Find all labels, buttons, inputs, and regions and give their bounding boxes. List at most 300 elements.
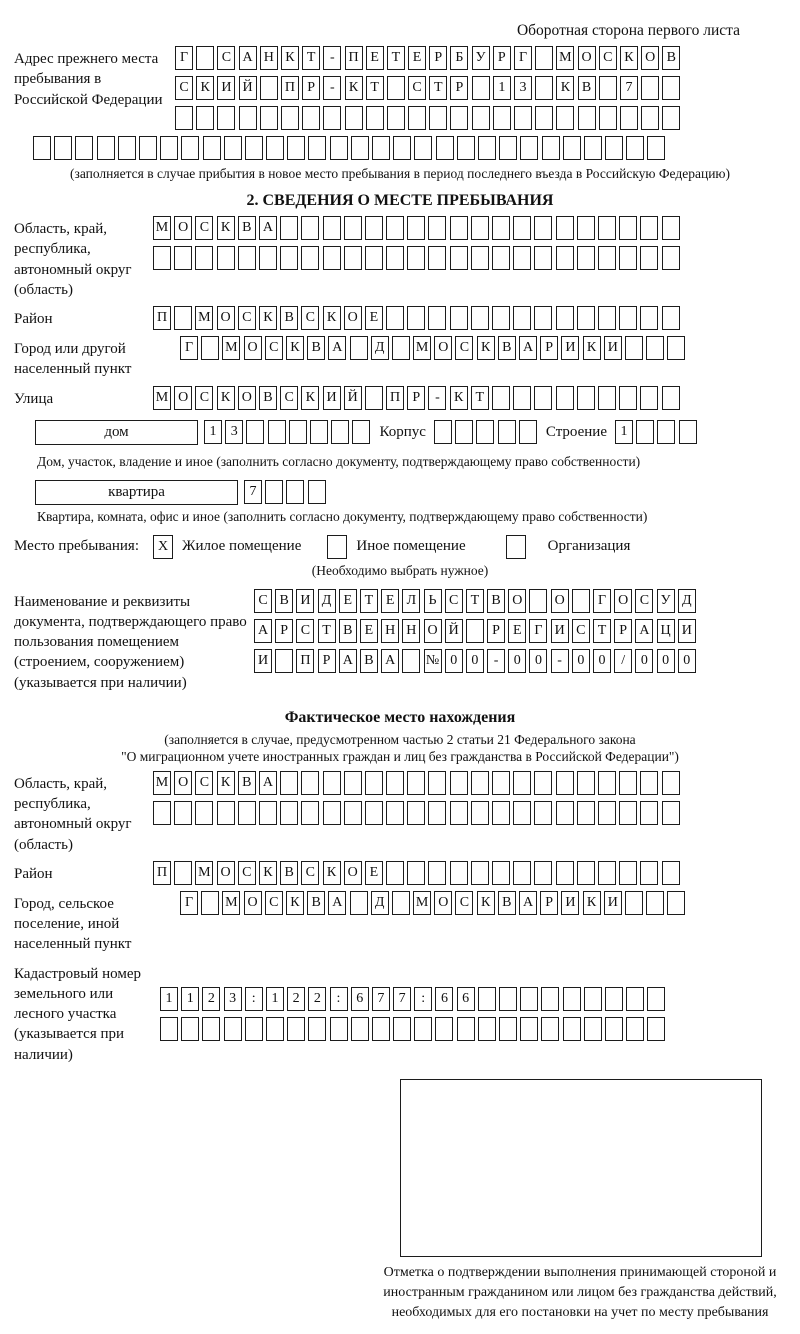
char-cell[interactable] xyxy=(584,1017,602,1041)
char-cell[interactable] xyxy=(407,306,425,330)
char-cell[interactable]: 6 xyxy=(457,987,475,1011)
char-cell[interactable]: К xyxy=(583,336,601,360)
char-cell[interactable] xyxy=(577,861,595,885)
char-cell[interactable]: О xyxy=(508,589,526,613)
char-cell[interactable] xyxy=(625,336,643,360)
char-cell[interactable] xyxy=(217,246,235,270)
char-cell[interactable] xyxy=(541,987,559,1011)
char-cell[interactable] xyxy=(344,771,362,795)
char-cell[interactable] xyxy=(667,891,685,915)
char-cell[interactable]: Г xyxy=(514,46,532,70)
char-cell[interactable]: Г xyxy=(593,589,611,613)
char-cell[interactable]: Д xyxy=(371,891,389,915)
char-cell[interactable] xyxy=(640,386,658,410)
char-cell[interactable] xyxy=(662,106,680,130)
char-cell[interactable]: К xyxy=(556,76,574,100)
char-cell[interactable]: Й xyxy=(445,619,463,643)
char-cell[interactable] xyxy=(471,306,489,330)
char-cell[interactable] xyxy=(275,649,293,673)
char-cell[interactable]: М xyxy=(222,891,240,915)
char-cell[interactable]: К xyxy=(217,386,235,410)
char-cell[interactable]: Р xyxy=(493,46,511,70)
char-cell[interactable] xyxy=(436,136,454,160)
char-cell[interactable] xyxy=(266,136,284,160)
char-cell[interactable] xyxy=(478,136,496,160)
char-cell[interactable]: Т xyxy=(366,76,384,100)
char-cell[interactable]: С xyxy=(301,306,319,330)
char-cell[interactable] xyxy=(118,136,136,160)
char-cell[interactable] xyxy=(640,246,658,270)
char-cell[interactable] xyxy=(174,246,192,270)
char-cell[interactable] xyxy=(245,1017,263,1041)
char-cell[interactable] xyxy=(534,216,552,240)
char-cell[interactable] xyxy=(386,216,404,240)
char-cell[interactable] xyxy=(626,136,644,160)
char-cell[interactable]: К xyxy=(301,386,319,410)
char-cell[interactable] xyxy=(620,106,638,130)
char-cell[interactable] xyxy=(286,480,304,504)
char-cell[interactable] xyxy=(280,771,298,795)
char-cell[interactable] xyxy=(578,106,596,130)
char-cell[interactable]: К xyxy=(477,891,495,915)
char-cell[interactable] xyxy=(196,106,214,130)
char-cell[interactable] xyxy=(535,46,553,70)
char-cell[interactable]: А xyxy=(381,649,399,673)
char-cell[interactable] xyxy=(238,246,256,270)
char-cell[interactable] xyxy=(605,136,623,160)
char-cell[interactable] xyxy=(584,136,602,160)
char-cell[interactable]: К xyxy=(477,336,495,360)
char-cell[interactable] xyxy=(352,420,370,444)
char-cell[interactable]: Р xyxy=(429,46,447,70)
char-cell[interactable] xyxy=(308,480,326,504)
char-cell[interactable] xyxy=(245,136,263,160)
char-cell[interactable] xyxy=(365,801,383,825)
char-cell[interactable]: С xyxy=(175,76,193,100)
char-cell[interactable] xyxy=(598,306,616,330)
char-cell[interactable] xyxy=(577,386,595,410)
char-cell[interactable] xyxy=(640,801,658,825)
char-cell[interactable] xyxy=(619,861,637,885)
char-cell[interactable] xyxy=(492,801,510,825)
char-cell[interactable]: К xyxy=(286,891,304,915)
char-cell[interactable] xyxy=(402,649,420,673)
char-cell[interactable] xyxy=(641,106,659,130)
char-cell[interactable] xyxy=(647,987,665,1011)
char-cell[interactable] xyxy=(563,1017,581,1041)
char-cell[interactable] xyxy=(577,246,595,270)
char-cell[interactable]: О xyxy=(238,386,256,410)
char-cell[interactable] xyxy=(280,216,298,240)
char-cell[interactable]: В xyxy=(498,336,516,360)
char-cell[interactable]: М xyxy=(153,216,171,240)
char-cell[interactable] xyxy=(572,589,590,613)
char-cell[interactable] xyxy=(386,861,404,885)
char-cell[interactable] xyxy=(387,76,405,100)
char-cell[interactable]: К xyxy=(323,861,341,885)
char-cell[interactable] xyxy=(331,420,349,444)
char-cell[interactable] xyxy=(323,771,341,795)
char-cell[interactable] xyxy=(407,216,425,240)
char-cell[interactable]: : xyxy=(245,987,263,1011)
char-cell[interactable]: : xyxy=(414,987,432,1011)
char-cell[interactable] xyxy=(598,861,616,885)
char-cell[interactable] xyxy=(513,246,531,270)
char-cell[interactable] xyxy=(556,246,574,270)
char-cell[interactable] xyxy=(450,771,468,795)
char-cell[interactable] xyxy=(619,386,637,410)
char-cell[interactable] xyxy=(287,136,305,160)
char-cell[interactable] xyxy=(640,861,658,885)
char-cell[interactable]: С xyxy=(301,861,319,885)
char-cell[interactable]: М xyxy=(195,306,213,330)
char-cell[interactable] xyxy=(393,136,411,160)
char-cell[interactable] xyxy=(450,801,468,825)
char-cell[interactable] xyxy=(350,336,368,360)
char-cell[interactable] xyxy=(662,76,680,100)
char-cell[interactable] xyxy=(605,987,623,1011)
char-cell[interactable]: О xyxy=(217,861,235,885)
char-cell[interactable] xyxy=(471,246,489,270)
char-cell[interactable] xyxy=(310,420,328,444)
char-cell[interactable]: О xyxy=(551,589,569,613)
char-cell[interactable]: Р xyxy=(450,76,468,100)
char-cell[interactable] xyxy=(556,306,574,330)
char-cell[interactable] xyxy=(175,106,193,130)
char-cell[interactable] xyxy=(598,771,616,795)
char-cell[interactable] xyxy=(598,216,616,240)
char-cell[interactable]: Н xyxy=(381,619,399,643)
char-cell[interactable] xyxy=(450,106,468,130)
char-cell[interactable] xyxy=(563,136,581,160)
char-cell[interactable] xyxy=(492,246,510,270)
char-cell[interactable]: К xyxy=(196,76,214,100)
char-cell[interactable]: Р xyxy=(302,76,320,100)
char-cell[interactable]: 2 xyxy=(202,987,220,1011)
char-cell[interactable]: К xyxy=(286,336,304,360)
char-cell[interactable] xyxy=(662,216,680,240)
char-cell[interactable] xyxy=(619,801,637,825)
char-cell[interactable]: Т xyxy=(593,619,611,643)
char-cell[interactable] xyxy=(259,801,277,825)
char-cell[interactable]: М xyxy=(413,336,431,360)
char-cell[interactable] xyxy=(434,420,452,444)
char-cell[interactable]: Р xyxy=(540,891,558,915)
char-cell[interactable]: В xyxy=(259,386,277,410)
char-cell[interactable] xyxy=(626,1017,644,1041)
char-cell[interactable]: К xyxy=(259,306,277,330)
char-cell[interactable]: С xyxy=(195,216,213,240)
char-cell[interactable] xyxy=(217,106,235,130)
char-cell[interactable] xyxy=(435,1017,453,1041)
char-cell[interactable] xyxy=(662,801,680,825)
char-cell[interactable]: С xyxy=(217,46,235,70)
char-cell[interactable] xyxy=(534,771,552,795)
char-cell[interactable]: 1 xyxy=(615,420,633,444)
char-cell[interactable]: С xyxy=(254,589,272,613)
char-cell[interactable]: И xyxy=(323,386,341,410)
char-cell[interactable]: Т xyxy=(360,589,378,613)
char-cell[interactable] xyxy=(280,801,298,825)
char-cell[interactable] xyxy=(657,420,675,444)
char-cell[interactable]: М xyxy=(153,386,171,410)
char-cell[interactable]: 1 xyxy=(266,987,284,1011)
char-cell[interactable] xyxy=(520,1017,538,1041)
char-cell[interactable]: В xyxy=(498,891,516,915)
char-cell[interactable]: А xyxy=(259,216,277,240)
char-cell[interactable]: 7 xyxy=(393,987,411,1011)
char-cell[interactable] xyxy=(471,771,489,795)
char-cell[interactable] xyxy=(160,136,178,160)
char-cell[interactable] xyxy=(323,216,341,240)
char-cell[interactable] xyxy=(640,771,658,795)
char-cell[interactable]: Б xyxy=(450,46,468,70)
char-cell[interactable] xyxy=(662,246,680,270)
char-cell[interactable] xyxy=(640,216,658,240)
char-cell[interactable]: Р xyxy=(540,336,558,360)
char-cell[interactable] xyxy=(662,771,680,795)
char-cell[interactable] xyxy=(667,336,685,360)
char-cell[interactable] xyxy=(287,1017,305,1041)
char-cell[interactable]: 0 xyxy=(466,649,484,673)
char-cell[interactable] xyxy=(619,771,637,795)
char-cell[interactable] xyxy=(266,1017,284,1041)
char-cell[interactable]: И xyxy=(561,891,579,915)
char-cell[interactable]: О xyxy=(641,46,659,70)
char-cell[interactable]: Е xyxy=(365,306,383,330)
char-cell[interactable] xyxy=(471,861,489,885)
char-cell[interactable]: Д xyxy=(678,589,696,613)
char-cell[interactable] xyxy=(365,246,383,270)
char-cell[interactable]: С xyxy=(635,589,653,613)
char-cell[interactable]: Р xyxy=(487,619,505,643)
char-cell[interactable] xyxy=(195,246,213,270)
char-cell[interactable]: О xyxy=(578,46,596,70)
char-cell[interactable] xyxy=(289,420,307,444)
char-cell[interactable] xyxy=(478,987,496,1011)
char-cell[interactable] xyxy=(153,246,171,270)
char-cell[interactable] xyxy=(97,136,115,160)
char-cell[interactable] xyxy=(408,106,426,130)
char-cell[interactable] xyxy=(428,771,446,795)
char-cell[interactable] xyxy=(196,46,214,70)
char-cell[interactable]: 2 xyxy=(287,987,305,1011)
char-cell[interactable] xyxy=(646,891,664,915)
char-cell[interactable] xyxy=(534,386,552,410)
char-cell[interactable] xyxy=(556,106,574,130)
char-cell[interactable] xyxy=(471,216,489,240)
char-cell[interactable]: О xyxy=(174,771,192,795)
char-cell[interactable]: В xyxy=(275,589,293,613)
char-cell[interactable] xyxy=(450,216,468,240)
char-cell[interactable]: Е xyxy=(339,589,357,613)
char-cell[interactable]: Т xyxy=(471,386,489,410)
char-cell[interactable]: И xyxy=(254,649,272,673)
char-cell[interactable]: О xyxy=(344,306,362,330)
char-cell[interactable] xyxy=(499,136,517,160)
char-cell[interactable] xyxy=(217,801,235,825)
char-cell[interactable] xyxy=(387,106,405,130)
char-cell[interactable]: Е xyxy=(365,861,383,885)
char-cell[interactable] xyxy=(407,246,425,270)
char-cell[interactable]: Й xyxy=(239,76,257,100)
char-cell[interactable]: Р xyxy=(318,649,336,673)
char-cell[interactable]: В xyxy=(238,771,256,795)
char-cell[interactable] xyxy=(160,1017,178,1041)
char-cell[interactable]: 7 xyxy=(372,987,390,1011)
char-cell[interactable] xyxy=(534,246,552,270)
char-cell[interactable]: С xyxy=(238,861,256,885)
char-cell[interactable]: 7 xyxy=(620,76,638,100)
char-cell[interactable]: 0 xyxy=(445,649,463,673)
char-cell[interactable] xyxy=(519,420,537,444)
char-cell[interactable]: О xyxy=(434,891,452,915)
char-cell[interactable] xyxy=(542,136,560,160)
char-cell[interactable] xyxy=(365,771,383,795)
char-cell[interactable] xyxy=(414,1017,432,1041)
char-cell[interactable]: М xyxy=(222,336,240,360)
char-cell[interactable]: В xyxy=(307,336,325,360)
char-cell[interactable] xyxy=(647,136,665,160)
char-cell[interactable] xyxy=(679,420,697,444)
char-cell[interactable]: Г xyxy=(529,619,547,643)
char-cell[interactable] xyxy=(386,306,404,330)
char-cell[interactable]: К xyxy=(345,76,363,100)
char-cell[interactable] xyxy=(499,987,517,1011)
char-cell[interactable]: В xyxy=(578,76,596,100)
char-cell[interactable] xyxy=(662,386,680,410)
char-cell[interactable]: С xyxy=(599,46,617,70)
char-cell[interactable]: П xyxy=(153,861,171,885)
char-cell[interactable]: К xyxy=(217,216,235,240)
char-cell[interactable] xyxy=(281,106,299,130)
char-cell[interactable] xyxy=(350,891,368,915)
char-cell[interactable] xyxy=(457,136,475,160)
char-cell[interactable] xyxy=(323,246,341,270)
char-cell[interactable]: И xyxy=(217,76,235,100)
char-cell[interactable] xyxy=(202,1017,220,1041)
char-cell[interactable] xyxy=(238,801,256,825)
char-cell[interactable]: А xyxy=(328,336,346,360)
char-cell[interactable] xyxy=(498,420,516,444)
char-cell[interactable]: У xyxy=(657,589,675,613)
char-cell[interactable] xyxy=(260,106,278,130)
char-cell[interactable] xyxy=(302,106,320,130)
char-cell[interactable] xyxy=(308,136,326,160)
char-cell[interactable]: С xyxy=(455,336,473,360)
char-cell[interactable] xyxy=(513,771,531,795)
char-cell[interactable] xyxy=(662,306,680,330)
char-cell[interactable] xyxy=(499,1017,517,1041)
char-cell[interactable] xyxy=(301,801,319,825)
house-type-box[interactable]: дом xyxy=(35,420,198,445)
char-cell[interactable] xyxy=(428,246,446,270)
char-cell[interactable] xyxy=(181,136,199,160)
char-cell[interactable]: 6 xyxy=(351,987,369,1011)
char-cell[interactable]: Т xyxy=(429,76,447,100)
char-cell[interactable] xyxy=(492,771,510,795)
char-cell[interactable] xyxy=(513,861,531,885)
char-cell[interactable]: В xyxy=(487,589,505,613)
char-cell[interactable]: У xyxy=(472,46,490,70)
char-cell[interactable]: Г xyxy=(180,336,198,360)
apartment-type-box[interactable]: квартира xyxy=(35,480,238,505)
char-cell[interactable]: О xyxy=(174,216,192,240)
char-cell[interactable]: 7 xyxy=(244,480,262,504)
char-cell[interactable]: М xyxy=(556,46,574,70)
char-cell[interactable]: К xyxy=(620,46,638,70)
char-cell[interactable] xyxy=(455,420,473,444)
char-cell[interactable]: В xyxy=(339,619,357,643)
char-cell[interactable] xyxy=(345,106,363,130)
char-cell[interactable] xyxy=(174,801,192,825)
char-cell[interactable]: Й xyxy=(344,386,362,410)
char-cell[interactable] xyxy=(224,1017,242,1041)
char-cell[interactable]: С xyxy=(408,76,426,100)
char-cell[interactable]: Т xyxy=(302,46,320,70)
char-cell[interactable] xyxy=(386,801,404,825)
char-cell[interactable] xyxy=(428,306,446,330)
char-cell[interactable] xyxy=(466,619,484,643)
char-cell[interactable] xyxy=(471,801,489,825)
char-cell[interactable] xyxy=(598,246,616,270)
char-cell[interactable]: - xyxy=(323,46,341,70)
char-cell[interactable] xyxy=(520,136,538,160)
char-cell[interactable]: 0 xyxy=(678,649,696,673)
char-cell[interactable] xyxy=(457,1017,475,1041)
char-cell[interactable]: 0 xyxy=(529,649,547,673)
char-cell[interactable] xyxy=(529,589,547,613)
char-cell[interactable] xyxy=(577,801,595,825)
char-cell[interactable]: В xyxy=(238,216,256,240)
char-cell[interactable]: С xyxy=(195,771,213,795)
char-cell[interactable]: К xyxy=(323,306,341,330)
char-cell[interactable] xyxy=(366,106,384,130)
char-cell[interactable] xyxy=(393,1017,411,1041)
char-cell[interactable] xyxy=(556,386,574,410)
char-cell[interactable] xyxy=(428,801,446,825)
char-cell[interactable] xyxy=(174,306,192,330)
char-cell[interactable]: О xyxy=(344,861,362,885)
char-cell[interactable] xyxy=(450,861,468,885)
char-cell[interactable] xyxy=(323,801,341,825)
char-cell[interactable] xyxy=(556,801,574,825)
char-cell[interactable] xyxy=(534,306,552,330)
char-cell[interactable]: Е xyxy=(360,619,378,643)
char-cell[interactable]: И xyxy=(604,891,622,915)
char-cell[interactable] xyxy=(626,987,644,1011)
char-cell[interactable] xyxy=(260,76,278,100)
char-cell[interactable]: 2 xyxy=(308,987,326,1011)
char-cell[interactable]: И xyxy=(678,619,696,643)
char-cell[interactable] xyxy=(662,861,680,885)
char-cell[interactable] xyxy=(181,1017,199,1041)
char-cell[interactable] xyxy=(246,420,264,444)
char-cell[interactable]: С xyxy=(455,891,473,915)
char-cell[interactable] xyxy=(534,801,552,825)
char-cell[interactable]: Ь xyxy=(424,589,442,613)
char-cell[interactable]: А xyxy=(239,46,257,70)
char-cell[interactable]: И xyxy=(551,619,569,643)
char-cell[interactable]: В xyxy=(360,649,378,673)
char-cell[interactable]: С xyxy=(280,386,298,410)
char-cell[interactable] xyxy=(407,801,425,825)
char-cell[interactable]: А xyxy=(254,619,272,643)
char-cell[interactable] xyxy=(577,216,595,240)
char-cell[interactable]: В xyxy=(307,891,325,915)
char-cell[interactable] xyxy=(330,1017,348,1041)
char-cell[interactable]: Е xyxy=(366,46,384,70)
